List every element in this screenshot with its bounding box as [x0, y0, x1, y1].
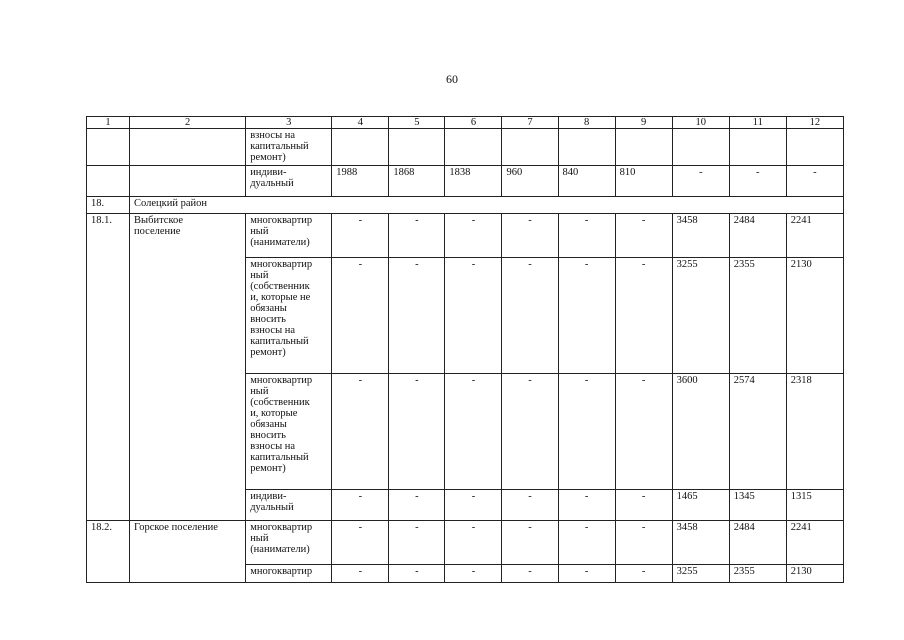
settlement-cell — [130, 166, 246, 197]
value-cell: 2484 — [729, 521, 786, 565]
value-cell: - — [389, 258, 445, 374]
value-cell: 3255 — [672, 565, 729, 583]
header-cell: 4 — [332, 117, 389, 129]
housing-type-cell: многоквартир ный (собственник и, которые обязаны вносить взносы на капитальный ремонт) — [246, 374, 332, 490]
value-cell — [786, 129, 843, 166]
value-cell: - — [502, 565, 558, 583]
value-cell: 1345 — [729, 490, 786, 521]
value-cell — [502, 129, 558, 166]
value-cell: 2574 — [729, 374, 786, 490]
table-row — [87, 129, 844, 166]
housing-type-cell: многоквартир ный (собственник и, которые не обязаны вносить взносы на капитальный ремонт) — [246, 258, 332, 374]
value-cell: - — [502, 490, 558, 521]
value-cell — [445, 129, 502, 166]
value-cell — [558, 129, 615, 166]
value-cell: - — [615, 374, 672, 490]
value-cell: - — [389, 374, 445, 490]
value-cell: 2355 — [729, 565, 786, 583]
value-cell: - — [332, 374, 389, 490]
settlement-cell: Выбитское поселение — [130, 214, 246, 521]
value-cell: - — [389, 490, 445, 521]
row-number-cell — [87, 129, 130, 166]
header-cell: 5 — [389, 117, 445, 129]
value-cell — [332, 129, 389, 166]
value-cell: - — [558, 565, 615, 583]
value-cell: 3458 — [672, 214, 729, 258]
value-cell: - — [502, 258, 558, 374]
housing-type-cell: многоквартир ный (наниматели) — [246, 214, 332, 258]
value-cell — [672, 129, 729, 166]
value-cell: 2355 — [729, 258, 786, 374]
header-cell: 3 — [246, 117, 332, 129]
value-cell: - — [615, 490, 672, 521]
table-header-row — [87, 117, 844, 129]
table-row — [87, 166, 844, 197]
value-cell: - — [558, 214, 615, 258]
housing-type-cell: индиви- дуальный — [246, 166, 332, 197]
value-cell: - — [332, 258, 389, 374]
value-cell: - — [389, 521, 445, 565]
value-cell: - — [615, 521, 672, 565]
value-cell: - — [729, 166, 786, 197]
value-cell: - — [672, 166, 729, 197]
value-cell: 2130 — [786, 258, 843, 374]
table-row — [87, 521, 844, 565]
value-cell: - — [558, 374, 615, 490]
header-cell: 12 — [786, 117, 843, 129]
value-cell: - — [502, 374, 558, 490]
value-cell — [615, 129, 672, 166]
tariff-table — [86, 116, 844, 583]
value-cell: - — [445, 374, 502, 490]
value-cell: 1988 — [332, 166, 389, 197]
value-cell: 2241 — [786, 521, 843, 565]
row-number-cell: 18. — [87, 197, 130, 214]
row-number-cell: 18.2. — [87, 521, 130, 583]
value-cell: - — [502, 521, 558, 565]
value-cell: - — [786, 166, 843, 197]
value-cell: - — [332, 565, 389, 583]
housing-type-cell: взносы на капитальный ремонт) — [246, 129, 332, 166]
value-cell: - — [332, 521, 389, 565]
value-cell: - — [445, 214, 502, 258]
value-cell: 1465 — [672, 490, 729, 521]
settlement-cell — [130, 129, 246, 166]
value-cell: - — [389, 214, 445, 258]
value-cell: 840 — [558, 166, 615, 197]
value-cell: 2130 — [786, 565, 843, 583]
value-cell: - — [615, 258, 672, 374]
header-cell: 10 — [672, 117, 729, 129]
value-cell: - — [445, 565, 502, 583]
value-cell: 3458 — [672, 521, 729, 565]
value-cell: 3255 — [672, 258, 729, 374]
value-cell: 3600 — [672, 374, 729, 490]
value-cell: 2484 — [729, 214, 786, 258]
value-cell: 1315 — [786, 490, 843, 521]
header-cell: 2 — [130, 117, 246, 129]
value-cell: - — [558, 258, 615, 374]
value-cell: 960 — [502, 166, 558, 197]
value-cell — [389, 129, 445, 166]
value-cell: - — [558, 521, 615, 565]
value-cell: 1838 — [445, 166, 502, 197]
value-cell: - — [332, 490, 389, 521]
housing-type-cell: многоквартир — [246, 565, 332, 583]
table-row — [87, 214, 844, 258]
page-number: 60 — [446, 72, 458, 86]
value-cell: - — [558, 490, 615, 521]
header-cell: 8 — [558, 117, 615, 129]
row-number-cell — [87, 166, 130, 197]
value-cell — [729, 129, 786, 166]
value-cell: 2318 — [786, 374, 843, 490]
value-cell: - — [502, 214, 558, 258]
header-cell: 6 — [445, 117, 502, 129]
housing-type-cell: индиви- дуальный — [246, 490, 332, 521]
value-cell: - — [445, 490, 502, 521]
header-cell: 11 — [729, 117, 786, 129]
housing-type-cell: многоквартир ный (наниматели) — [246, 521, 332, 565]
header-cell: 1 — [87, 117, 130, 129]
header-cell: 7 — [502, 117, 558, 129]
value-cell: 2241 — [786, 214, 843, 258]
value-cell: - — [445, 258, 502, 374]
header-cell: 9 — [615, 117, 672, 129]
value-cell: 1868 — [389, 166, 445, 197]
value-cell: - — [332, 214, 389, 258]
value-cell: - — [615, 214, 672, 258]
value-cell: 810 — [615, 166, 672, 197]
section-row — [87, 197, 844, 214]
value-cell: - — [389, 565, 445, 583]
row-number-cell: 18.1. — [87, 214, 130, 521]
value-cell: - — [445, 521, 502, 565]
section-title-cell: Солецкий район — [130, 197, 844, 214]
value-cell: - — [615, 565, 672, 583]
settlement-cell: Горское поселение — [130, 521, 246, 583]
